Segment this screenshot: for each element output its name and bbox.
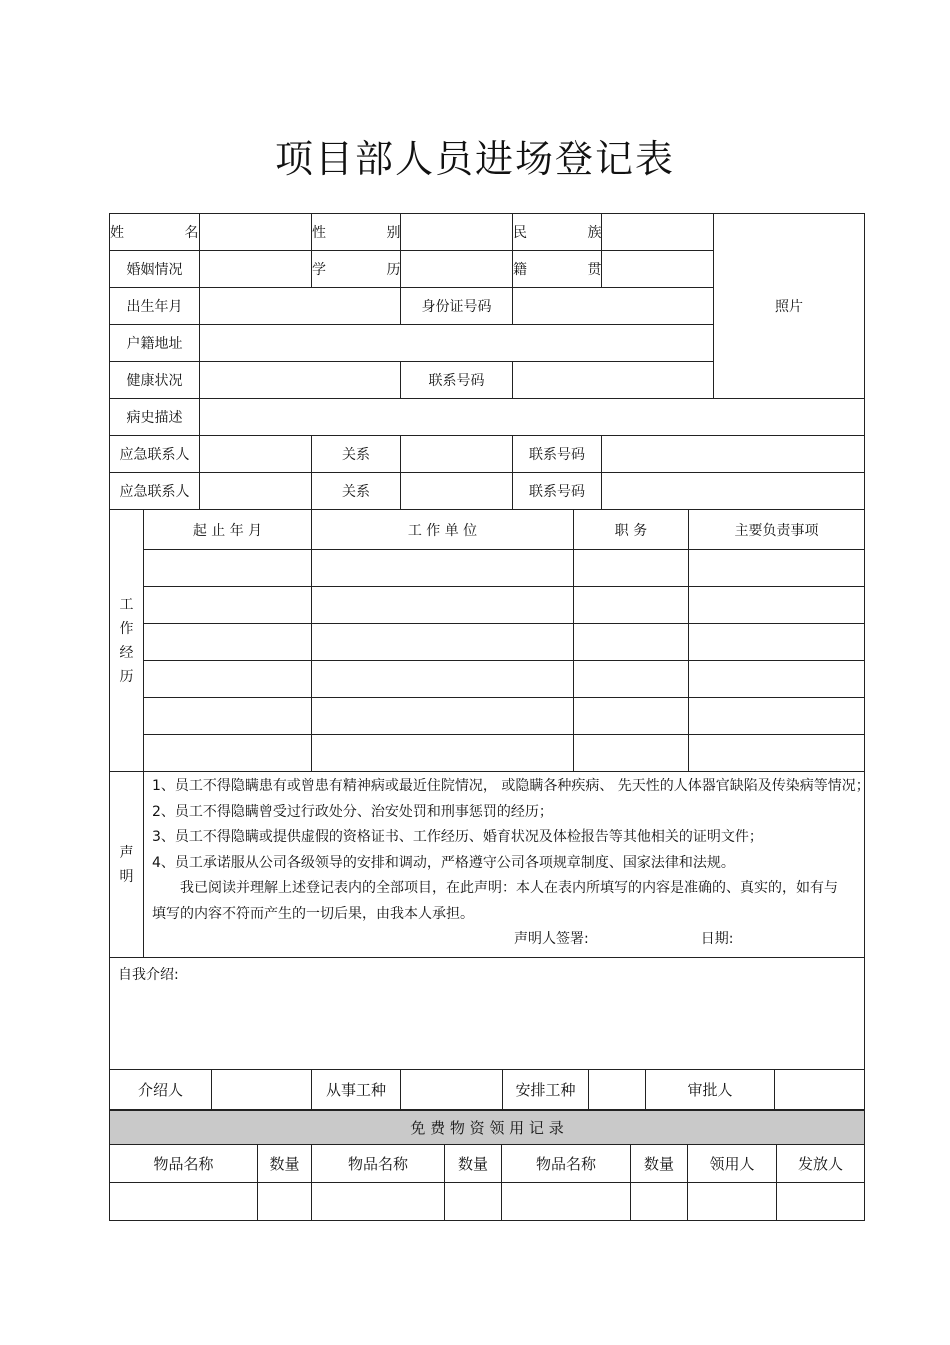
declaration-section-label: 声 明 [110, 772, 144, 958]
name-label: 姓 名 [110, 225, 227, 241]
declaration-item-4: 4、员工承诺服从公司各级领导的安排和调动，严格遵守公司各项规章制度、国家法律和法规。 [152, 854, 735, 871]
birth-value[interactable] [200, 288, 401, 325]
relation-label-1: 关系 [312, 436, 401, 473]
page-title: 项目部人员进场登记表 [274, 137, 675, 181]
supplies-header-qty-3: 数量 [631, 1145, 688, 1183]
supplies-table [109, 1110, 865, 1221]
introducer-value[interactable] [212, 1070, 312, 1110]
job-type-label: 从事工种 [312, 1070, 401, 1110]
work-duty-cell[interactable] [689, 661, 865, 698]
marital-label: 婚姻情况 [110, 251, 200, 288]
approver-label: 审批人 [646, 1070, 775, 1110]
date-label[interactable]: 日期: [700, 931, 734, 947]
work-employer-cell[interactable] [312, 698, 574, 735]
work-position-cell[interactable] [574, 550, 689, 587]
table-row [110, 550, 865, 587]
work-history-table [109, 509, 870, 958]
supplies-header-item-1: 物品名称 [110, 1145, 258, 1183]
work-period-cell[interactable] [144, 661, 312, 698]
work-duty-cell[interactable] [689, 587, 865, 624]
emergency-contact-value-2[interactable] [200, 473, 312, 510]
ethnicity-label: 民 族 [513, 225, 630, 241]
work-period-cell[interactable] [144, 587, 312, 624]
declaration-statement: 我已阅读并理解上述登记表内的全部项目，在此声明：本人在表内所填写的内容是准确的、真实的，如有与 [180, 880, 838, 896]
gender-label: 性 别 [312, 225, 429, 241]
relation-value-1[interactable] [401, 436, 513, 473]
phone-value[interactable] [513, 362, 714, 399]
origin-label: 籍 贯 [513, 262, 630, 278]
table-row [110, 1183, 865, 1221]
supplies-header-recipient: 领用人 [688, 1145, 777, 1183]
work-position-cell[interactable] [574, 661, 689, 698]
supplies-header-item-3: 物品名称 [502, 1145, 631, 1183]
header-position: 职 务 [574, 510, 689, 550]
work-employer-cell[interactable] [312, 624, 574, 661]
emergency-phone-label-1: 联系号码 [513, 436, 602, 473]
approver-value[interactable] [775, 1070, 865, 1110]
education-label: 学 历 [312, 262, 429, 278]
approval-supplies-table [109, 957, 865, 1110]
supply-qty-cell[interactable] [445, 1183, 502, 1221]
declaration-statement-cont: 填写的内容不符而产生的一切后果，由我本人承担。 [152, 905, 474, 922]
work-history-section-label: 工 作 经 历 [110, 510, 144, 772]
work-position-cell[interactable] [574, 698, 689, 735]
emergency-contact-value-1[interactable] [200, 436, 312, 473]
relation-value-2[interactable] [401, 473, 513, 510]
relation-label-2: 关系 [312, 473, 401, 510]
emergency-contact-label-1: 应急联系人 [110, 436, 200, 473]
work-position-cell[interactable] [574, 735, 689, 772]
header-employer: 工 作 单 位 [312, 510, 574, 550]
birth-label: 出生年月 [110, 288, 200, 325]
table-row [110, 587, 865, 624]
work-period-cell[interactable] [144, 735, 312, 772]
work-employer-cell[interactable] [312, 587, 574, 624]
supply-item-cell[interactable] [110, 1183, 258, 1221]
header-period: 起 止 年 月 [144, 510, 312, 550]
table-row [110, 698, 865, 735]
declaration-item-1: 1、员工不得隐瞒患有或曾患有精神病或最近住院情况， 或隐瞒各种疾病、 先天性的人体器官缺陷及传染病等情况； [152, 778, 870, 794]
declaration-item-2: 2、员工不得隐瞒曾受过行政处分、治安处罚和刑事惩罚的经历； [152, 803, 553, 820]
supply-recipient-cell[interactable] [688, 1183, 777, 1221]
work-period-cell[interactable] [144, 698, 312, 735]
supply-qty-cell[interactable] [631, 1183, 688, 1221]
emergency-phone-value-1[interactable] [602, 436, 865, 473]
declaration-item-3: 3、员工不得隐瞒或提供虚假的资格证书、工作经历、婚育状况及体检报告等其他相关的证明文件； [152, 829, 763, 845]
work-position-cell[interactable] [574, 587, 689, 624]
work-duty-cell[interactable] [689, 550, 865, 587]
supplies-header-qty-1: 数量 [258, 1145, 312, 1183]
idcard-value[interactable] [513, 288, 714, 325]
table-row [110, 735, 865, 772]
work-duty-cell[interactable] [689, 624, 865, 661]
assigned-job-label: 安排工种 [503, 1070, 589, 1110]
supply-issuer-cell[interactable] [777, 1183, 865, 1221]
supplies-title: 免 费 物 资 领 用 记 录 [110, 1111, 865, 1145]
emergency-phone-value-2[interactable] [602, 473, 865, 510]
self-intro-field[interactable] [110, 958, 865, 1070]
signature-label[interactable]: 声明人签署: [514, 931, 589, 947]
declaration-body [144, 772, 870, 958]
self-intro-label: 自我介绍: [118, 967, 179, 983]
supplies-header-issuer: 发放人 [777, 1145, 865, 1183]
supply-qty-cell[interactable] [258, 1183, 312, 1221]
hukou-label: 户籍地址 [110, 325, 200, 362]
hukou-value[interactable] [200, 325, 714, 362]
phone-label: 联系号码 [401, 362, 513, 399]
work-period-cell[interactable] [144, 550, 312, 587]
table-row [110, 661, 865, 698]
supplies-header-item-2: 物品名称 [312, 1145, 445, 1183]
work-employer-cell[interactable] [312, 550, 574, 587]
photo-box[interactable] [714, 214, 865, 399]
photo-label: 照片 [775, 299, 803, 315]
marital-value[interactable] [200, 251, 312, 288]
work-duty-cell[interactable] [689, 735, 865, 772]
supplies-header-qty-2: 数量 [445, 1145, 502, 1183]
job-type-value[interactable] [401, 1070, 503, 1110]
supply-item-cell[interactable] [502, 1183, 631, 1221]
history-value[interactable] [200, 399, 865, 436]
emergency-phone-label-2: 联系号码 [513, 473, 602, 510]
work-duty-cell[interactable] [689, 698, 865, 735]
idcard-label: 身份证号码 [401, 288, 513, 325]
header-responsibilities: 主要负责事项 [689, 510, 865, 550]
history-label: 病史描述 [110, 399, 200, 436]
supply-item-cell[interactable] [312, 1183, 445, 1221]
work-period-cell[interactable] [144, 624, 312, 661]
work-position-cell[interactable] [574, 624, 689, 661]
health-value[interactable] [200, 362, 401, 399]
work-employer-cell[interactable] [312, 735, 574, 772]
work-employer-cell[interactable] [312, 661, 574, 698]
emergency-contact-label-2: 应急联系人 [110, 473, 200, 510]
health-label: 健康状况 [110, 362, 200, 399]
introducer-label: 介绍人 [110, 1070, 212, 1110]
personal-info-table [109, 213, 865, 510]
table-row [110, 624, 865, 661]
assigned-job-value[interactable] [589, 1070, 646, 1110]
